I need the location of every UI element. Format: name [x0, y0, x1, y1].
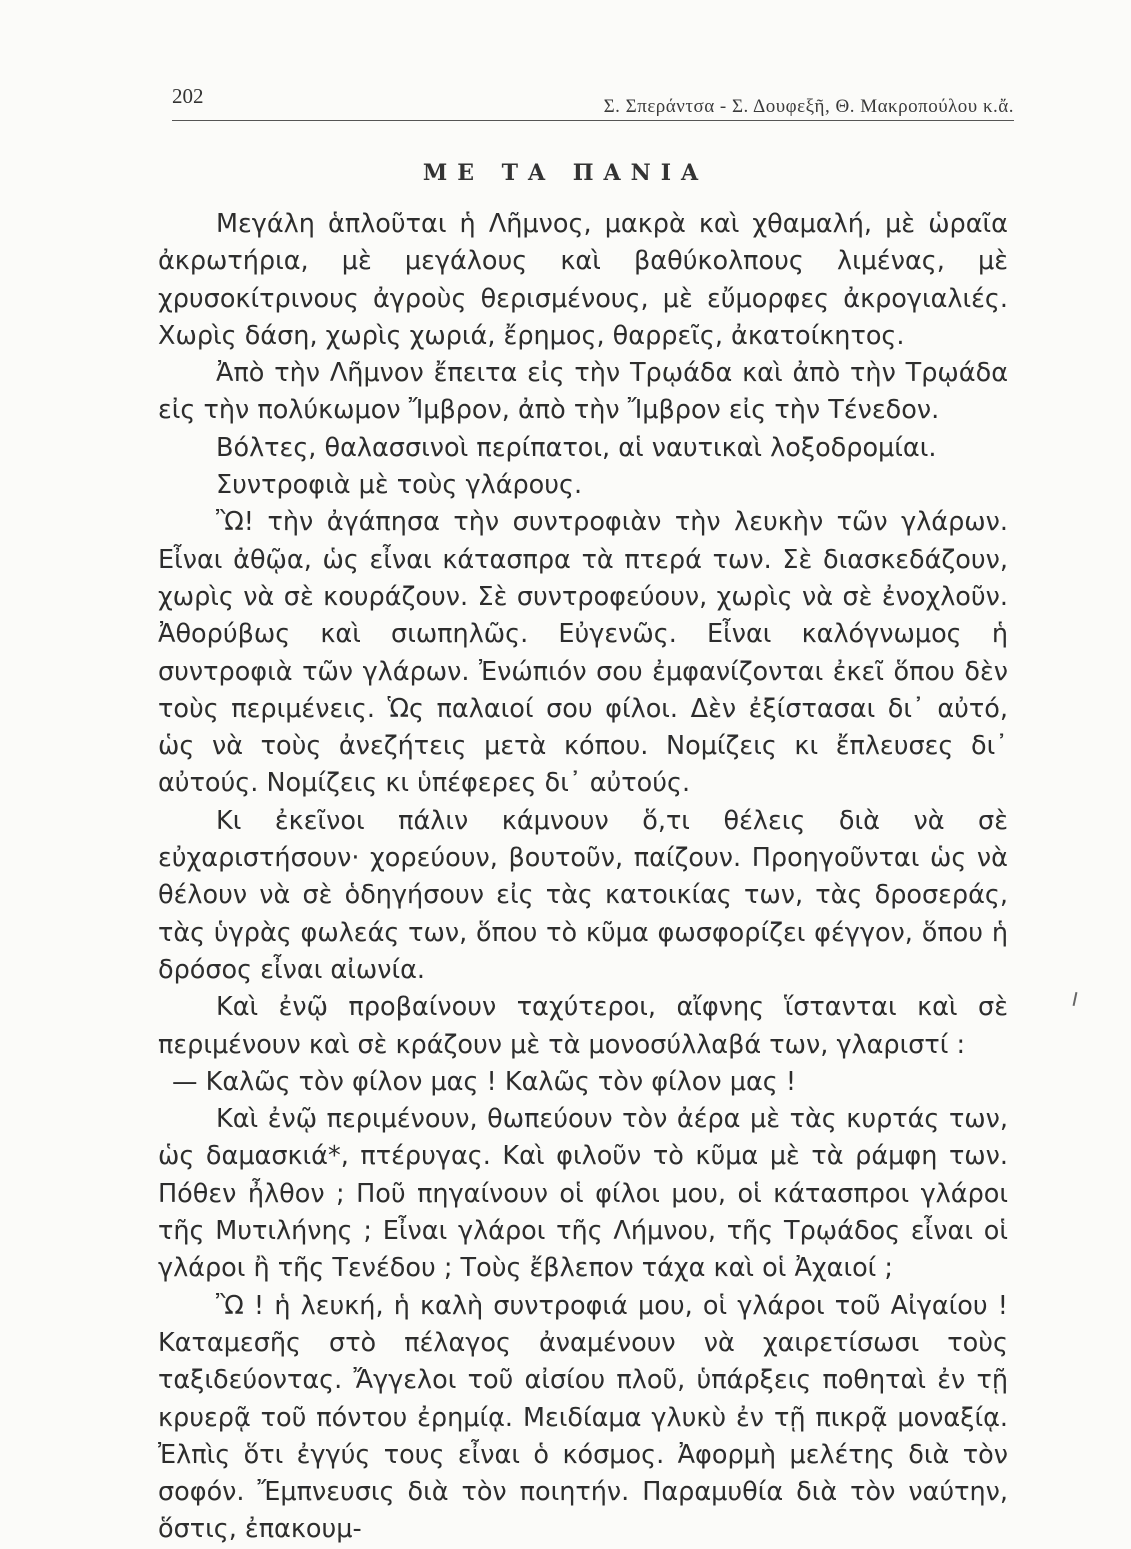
paragraph: Ἀπὸ τὴν Λῆμνον ἔπειτα εἰς τὴν Τρῳάδα καὶ ἀπὸ τὴν Τρῳάδα εἰς τὴν πολύκωμον Ἴμβρον, ἀπὸ τὴν Ἴμβρον εἰς τὴν Τένεδον. [158, 358, 1008, 426]
paragraph: Μεγάλη ἁπλοῦται ἡ Λῆμνος, μακρὰ καὶ χθαμαλή, μὲ ὡραῖα ἀκρωτήρια, μὲ μεγάλους καὶ βαθύκολπους λιμένας, μὲ χρυσοκίτρινους ἀγροὺς θερισμένους, μὲ εὔμορφες ἀκρογιαλιές. Χωρὶς δάση, χωρὶς χωριά, ἔρημος, θαρρεῖς, ἀκατοίκητος. [158, 209, 1008, 351]
paragraph: Κι ἐκεῖνοι πάλιν κάμνουν ὅ,τι θέλεις διὰ νὰ σὲ εὐχαριστήσουν· χορεύουν, βουτοῦν, παίζουν. Προηγοῦνται ὡς νὰ θέλουν νὰ σὲ ὁδηγήσουν εἰς τὰς κατοικίας των, τὰς δροσεράς, τὰς ὑγρὰς φωλεάς των, ὅπου τὸ κῦμα φωσφορίζει φέγγον, ὅπου ἡ δρόσος εἶναι αἰωνία. [158, 805, 1008, 985]
paragraph: Ὢ! τὴν ἀγάπησα τὴν συντροφιὰν τὴν λευκὴν τῶν γλάρων. Εἶναι ἀθῷα, ὡς εἶναι κάτασπρα τὰ πτερά των. Σὲ διασκεδάζουν, χωρὶς νὰ σὲ κουράζουν. Σὲ συντροφεύουν, χωρὶς νὰ σὲ ἐνοχλοῦν. Ἀθορύβως καὶ σιωπηλῶς. Εὐγενῶς. Εἶναι καλόγνωμος ἡ συντροφιὰ τῶν γλάρων. Ἐνώπιόν σου ἐμφανίζονται ἐκεῖ ὅπου δὲν τοὺς περιμένεις. Ὡς παλαιοί σου φίλοι. Δὲν ἐξίστασαι δι᾽ αὐτό, ὡς νὰ τοὺς ἀνεζήτεις μετὰ κόπου. Νομίζεις κι ἔπλευσες δι᾽ αὐτούς. Νομίζεις κι ὑπέφερες δι᾽ αὐτούς. [158, 507, 1008, 799]
page-number: 202 [172, 84, 204, 108]
running-head [172, 82, 1014, 118]
body-text [158, 206, 1008, 1549]
margin-mark [1073, 992, 1078, 1006]
paragraph: Συντροφιὰ μὲ τοὺς γλάρους. [216, 470, 583, 501]
paragraph: Ὢ ! ἡ λευκή, ἡ καλὴ συντροφιά μου, οἱ γλάροι τοῦ Αἰγαίου ! Καταμεσῆς στὸ πέλαγος ἀναμένουν νὰ χαιρετίσωσι τοὺς ταξιδεύοντας. Ἄγγελοι τοῦ αἰσίου πλοῦ, ὑπάρξεις ποθηταὶ ἐν τῇ κρυερᾷ τοῦ πόντου ἐρημίᾳ. Μειδίαμα γλυκὺ ἐν τῇ πικρᾷ μοναξίᾳ. Ἐλπὶς ὅτι ἐγγύς τους εἶναι ὁ κόσμος. Ἀφορμὴ μελέτης διὰ τὸν σοφόν. Ἔμπνευσις διὰ τὸν ποιητήν. Παραμυθία διὰ τὸν ναύτην, ὅστις, ἐπακουμ- [158, 1290, 1008, 1545]
dialogue-line: — Καλῶς τὸν φίλον μας ! Καλῶς τὸν φίλον μας ! [172, 1066, 797, 1097]
paragraph: Καὶ ἐνῷ περιμένουν, θωπεύουν τὸν ἀέρα μὲ τὰς κυρτάς των, ὡς δαμασκιά*, πτέρυγας. Καὶ φιλοῦν τὸ κῦμα μὲ τὰ ράμφη των. Πόθεν ἦλθον ; Ποῦ πηγαίνουν οἱ φίλοι μου, οἱ κάτασπροι γλάροι τῆς Μυτιλήνης ; Εἶναι γλάροι τῆς Λήμνου, τῆς Τρῳάδος εἶναι οἱ γλάροι ἢ τῆς Τενέδου ; Τοὺς ἔβλεπον τάχα καὶ οἱ Ἀχαιοί ; [158, 1104, 1008, 1284]
chapter-title: ΜΕ ΤΑ ΠΑΝΙΑ [422, 160, 709, 186]
header-authors: Σ. Σπεράντσα - Σ. Δουφεξῆ, Θ. Μακροπούλου κ.ἄ. [603, 96, 1014, 117]
paragraph: Βόλτες, θαλασσινοὶ περίπατοι, αἱ ναυτικαὶ λοξοδρομίαι. [216, 432, 937, 463]
header-rule [172, 120, 1014, 121]
paragraph: Καὶ ἐνῷ προβαίνουν ταχύτεροι, αἴφνης ἵστανται καὶ σὲ περιμένουν καὶ σὲ κράζουν μὲ τὰ μονοσύλλαβά των, γλαριστί : [158, 992, 1008, 1060]
